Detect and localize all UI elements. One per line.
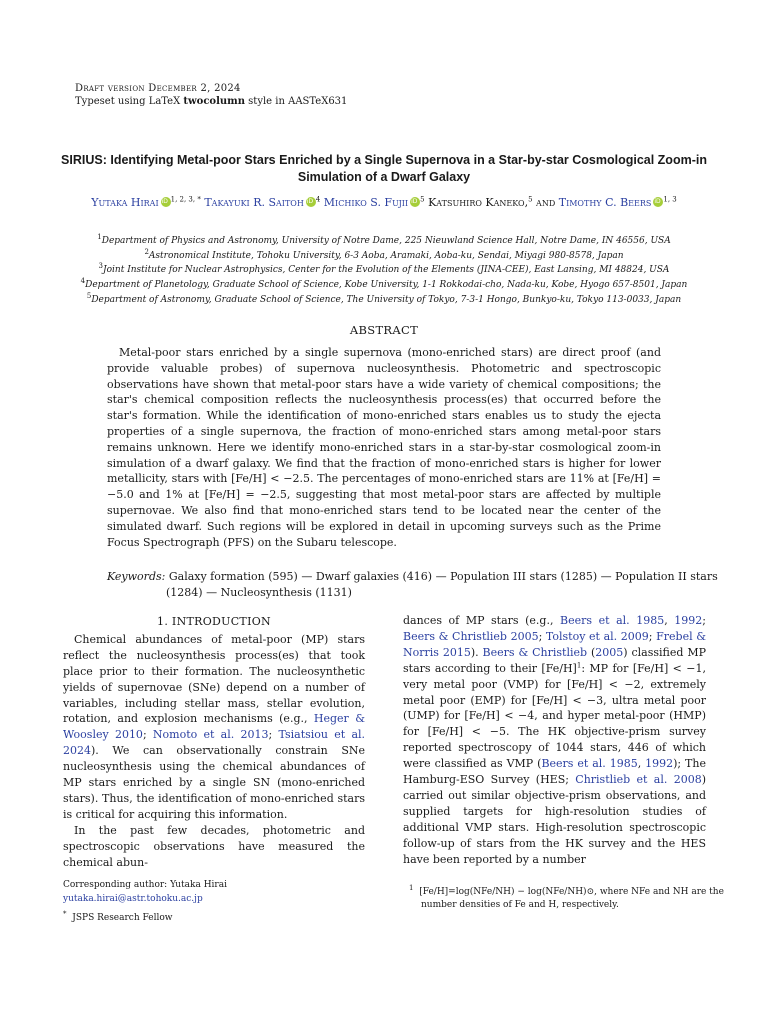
citation-link[interactable]: Nomoto et al. 2013 — [152, 728, 269, 742]
citation-link[interactable]: Heger & Woosley 2010 — [63, 712, 365, 742]
affiliation: $^1$Department of Physics and Astronomy, University of Notre Dame, 225 Nieuwland Science Hall, Notre Dame, IN 46556, USA — [97, 233, 671, 246]
author-affiliation-marks: 1, 3 — [663, 195, 677, 204]
right-column — [403, 613, 706, 868]
affiliation: $^5$Department of Astronomy, Graduate School of Science, The University of Tokyo, 7-3-1 Hongo, Bunkyo-ku, Tokyo 113-0033, Japan — [86, 291, 682, 305]
author-name[interactable]: Timothy C. Beers — [558, 196, 652, 209]
left-column — [63, 614, 365, 871]
corresponding-author: Corresponding author: Yutaka Hirai — [63, 880, 227, 890]
author-list: Yutaka HiraiiD $^{1, 2, 3, *}$ Takayuki R. SaitohiD $^4$ Michiko S. FujiiiD $^5$ Katsuhiro Kaneko,$^5$ and Timothy C. BeersiD $^{1, 3}$ — [70, 194, 698, 211]
orcid-icon[interactable] — [306, 197, 316, 207]
abstract-heading: ABSTRACT — [349, 323, 419, 337]
citation-link[interactable]: 1992 — [645, 757, 674, 771]
keywords — [107, 569, 720, 601]
citation-link[interactable]: Frebel & Norris 2015 — [403, 629, 707, 659]
citation-link[interactable]: Beers & Christlieb — [482, 645, 588, 659]
intro-paragraph-2: In the past few decades, photometric and spectroscopic observations have measured the chemical abun- — [63, 823, 365, 869]
citation-link[interactable]: Beers et al. 1985 — [560, 614, 665, 627]
typeset-line: Typeset using LaTeX twocolumn style in AASTeX631 — [75, 96, 348, 107]
latex-logo: LaTeX — [148, 96, 181, 107]
citation-link[interactable]: Tsiatsiou et al. 2024 — [63, 728, 366, 758]
orcid-icon[interactable] — [410, 197, 420, 207]
author-name[interactable]: Michiko S. Fujii — [323, 196, 409, 209]
intro-paragraph-1: Chemical abundances of metal-poor (MP) stars reflect the nucleosynthesis process(es) that took place prior to their formation. The nucleosynthetic yields of supernovae (SNe) depend on a number of variables, including stellar mass, stellar evolution, rotation, and explosion mechanisms (e.g., Heger & Woosley 2010; Nomoto et al. 2013; Tsiatsiou et al. 2024). We can observationally constrain SNe nucleosynthesis using the chemical abundances of MP stars enriched by a single SN (mono-enriched stars). Thus, the identification of mono-enriched stars is critical for acquiring this information. — [63, 632, 366, 821]
keywords-label: Keywords: — [107, 570, 166, 583]
author-name[interactable]: Takayuki R. Saitoh — [204, 196, 304, 209]
orcid-icon[interactable] — [653, 197, 663, 207]
author-affiliation-marks: 4 — [315, 195, 321, 204]
paper-title: SIRIUS: Identifying Metal-poor Stars Enriched by a Single Supernova in a Star-by-star Cosmological Zoom-in Simulation of a Dwarf Galaxy — [61, 153, 707, 184]
citation-link[interactable]: Beers & Christlieb 2005 — [403, 629, 539, 643]
keywords-text: Galaxy formation (595) — Dwarf galaxies (416) — Population III stars (1285) — Population II stars (1284) — Nucleosynthesis (1131) — [166, 570, 718, 599]
affiliation: $^4$Department of Planetology, Graduate School of Science, Kobe University, 1-1 Rokkodai-cho, Nada-ku, Kobe, Hyogo 657-8501, Japan — [80, 277, 688, 291]
draft-version-label: Draft version December 2, 2024 — [75, 83, 241, 94]
affiliation: $^2$Astronomical Institute, Tohoku University, 6-3 Aoba, Aramaki, Aoba-ku, Sendai, Miyagi 980-8578, Japan — [144, 247, 624, 261]
abstract-body: Metal-poor stars enriched by a single supernova (mono-enriched stars) are direct proof (and provide valuable probes) of supernova nucleosynthesis. Photometric and spectroscopic observations have shown that metal-poor stars have a wide variety of chemical compositions; the star's chemical composition reflects the nucleosynthesis process(es) that occurred before the star's formation. While the identification of mono-enriched stars enables us to study the ejecta properties of a single supernova, the fraction of mono-enriched stars among metal-poor stars remains unknown. Here we identify mono-enriched stars in a star-by-star cosmological zoom-in simulation of a dwarf galaxy. We find that the fraction of mono-enriched stars is higher for lower metallicity, stars with [Fe/H] < −2.5. The percentages of mono-enriched stars are 11% at [Fe/H] = −5.0 and 1% at [Fe/H] = −2.5, suggesting that most metal-poor stars are affected by multiple supernovae. We also find that mono-enriched stars tend to be located near the center of the simulated dwarf. Such regions will be explored in detail in upcoming surveys such as the Prime Focus Spectrograph (PFS) on the Subaru telescope. — [107, 346, 661, 549]
author-name: Katsuhiro Kaneko, — [428, 196, 529, 209]
citation-link[interactable]: Tolstoy et al. 2009 — [545, 629, 649, 643]
footnote-1-text: [Fe/H]=log(NFe/NH) − log(NFe/NH)⊙, where NFe and NH are the number densities of Fe and H, respectively. — [419, 887, 724, 910]
footnote-ref[interactable]: 1 — [576, 661, 582, 670]
jsps-footnote: * JSPS Research Fellow — [63, 910, 173, 923]
orcid-icon[interactable] — [161, 197, 171, 207]
footnote-1 — [409, 886, 731, 911]
citation-link[interactable]: Beers et al. 1985 — [541, 757, 638, 771]
intro-paragraph-2-continued: dances of MP stars (e.g., Beers et al. 1985, 1992; Beers & Christlieb 2005; Tolstoy et al. 2009; Frebel & Norris 2015). Beers & Christlieb (2005) classified MP stars according to their $[Fe/H]^1$: MP for [Fe/H] < −1, very metal poor (VMP) for [Fe/H] < −2, extremely metal poor (EMP) for [Fe/H] < −3, ultra metal poor (UMP) for [Fe/H] < −4, and hyper metal-poor (HMP) for [Fe/H] < −5. The HK objective-prism survey reported spectroscopy of 1044 stars, 446 of which were classified as VMP (Beers et al. 1985, 1992); The Hamburg-ESO Survey (HES; Christlieb et al. 2008) carried out similar objective-prism observations, and supplied targets for high-resolution studies of additional VMP stars. High-resolution spectroscopic follow-up of stars from the HK survey and the HES have been reported by a number — [403, 614, 707, 866]
author-name[interactable]: Yutaka Hirai — [91, 196, 159, 209]
author-affiliation-marks: 1, 2, 3, * — [170, 195, 201, 204]
draft-header — [75, 82, 347, 108]
affiliation-list — [60, 234, 708, 308]
author-affiliation-marks: 5 — [420, 195, 425, 204]
citation-link[interactable]: 1992 — [674, 614, 703, 627]
footnote-1-mark: 1 — [409, 884, 414, 892]
citation-link[interactable]: 2005 — [595, 645, 624, 659]
author-affiliation-marks: 5 — [528, 195, 533, 204]
citation-link[interactable]: Christlieb et al. 2008 — [575, 773, 702, 787]
section-heading-introduction: 1. INTRODUCTION — [157, 615, 271, 628]
author-email-link[interactable]: yutaka.hirai@astr.tohoku.ac.jp — [63, 893, 203, 904]
affiliation: $^3$Joint Institute for Nuclear Astrophysics, Center for the Evolution of the Elements (JINA-CEE), East Lansing, MI 48824, USA — [98, 262, 670, 276]
author-footnotes — [63, 879, 365, 926]
